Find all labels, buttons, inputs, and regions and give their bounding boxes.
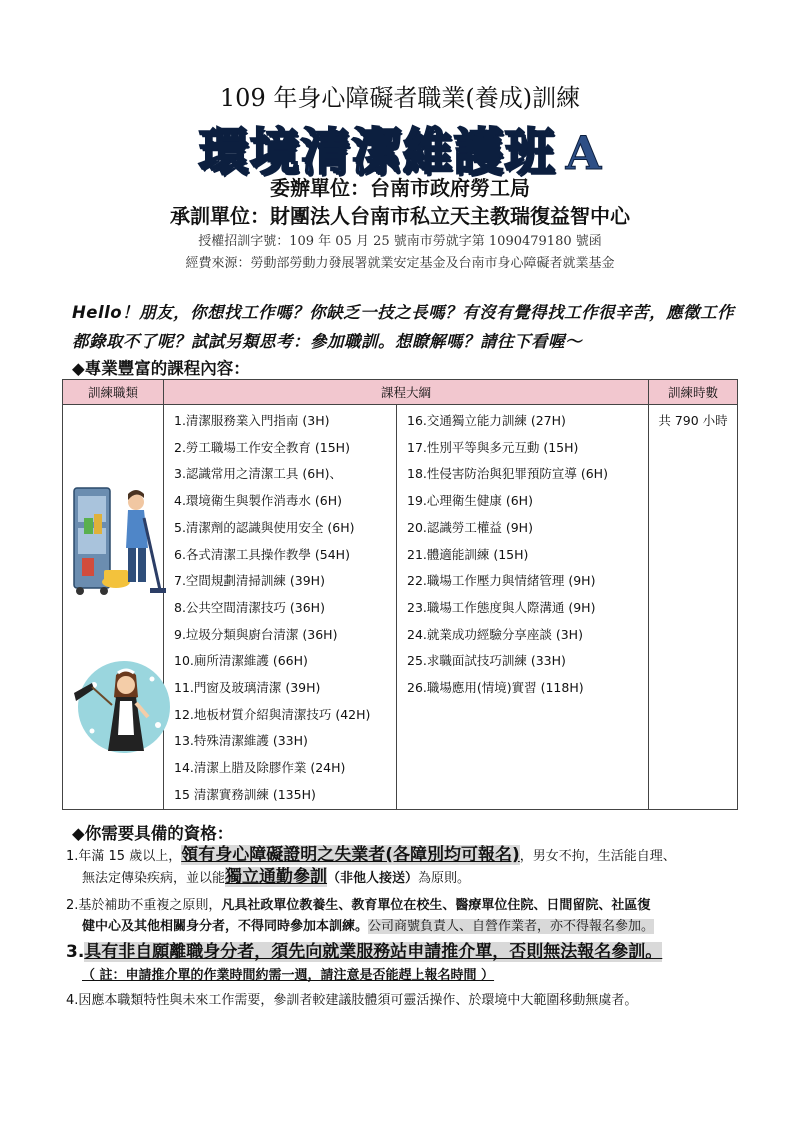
requirement-text: 2.基於補助不重複之原則， bbox=[66, 898, 222, 913]
requirement-bold: 健中心及其他相關身分者，不得同時參加本訓練。 bbox=[82, 919, 369, 934]
list-item: 5.清潔劑的認識與使用安全 (6H) bbox=[174, 519, 355, 535]
list-item: 13.特殊清潔維護 (33H) bbox=[174, 733, 308, 749]
list-item: 12.地板材質介紹與清潔技巧 (42H) bbox=[174, 706, 371, 722]
list-item: 6.各式清潔工具操作教學 (54H) bbox=[174, 546, 350, 562]
requirement-highlight: 具有非自願離職身分者，須先向就業服務站申請推介單，否則無法報名參訓。 bbox=[84, 942, 663, 962]
list-item: 25.求職面試技巧訓練 (33H) bbox=[407, 653, 566, 669]
course-list-left bbox=[164, 405, 397, 810]
requirement-note: （ 註：申請推介單的作業時間約需一週，請注意是否能趕上報名時間 ） bbox=[82, 968, 495, 983]
requirement-3-note bbox=[66, 965, 756, 986]
requirement-bold: 凡具社政單位教養生、教育單位在校生、醫療單位住院、日間留院、社區復 bbox=[221, 898, 651, 913]
list-item: 7.空間規劃清掃訓練 (39H) bbox=[174, 573, 325, 589]
section-courses-heading: ◆專業豐富的課程內容： bbox=[72, 359, 250, 378]
requirement-text: 3. bbox=[66, 942, 85, 962]
requirement-highlight: 公司商號負責人、自營作業者，亦不得報名參加。 bbox=[368, 919, 655, 934]
list-item: 3.認識常用之清潔工具 (6H)、 bbox=[174, 466, 343, 482]
cleaning-worker-illustration bbox=[70, 478, 166, 600]
list-item: 17.性別平等與多元互動 (15H) bbox=[407, 439, 579, 455]
list-item: 18.性侵害防治與犯罪預防宣導 (6H) bbox=[407, 466, 608, 482]
requirement-text: 1.年滿 15 歲以上， bbox=[66, 849, 182, 864]
header-outline: 課程大綱 bbox=[164, 380, 649, 405]
requirement-3 bbox=[66, 939, 756, 965]
requirement-text: 無法定傳染疾病，並以能 bbox=[82, 871, 226, 886]
list-item: 9.垃圾分類與廚台清潔 (36H) bbox=[174, 626, 338, 642]
list-item: 8.公共空間清潔技巧 (36H) bbox=[174, 599, 325, 615]
class-title-suffix: A bbox=[565, 126, 602, 180]
trainer: 承訓單位：財團法人台南市私立天主教瑞復益智中心 bbox=[170, 204, 630, 228]
header-category: 訓練職類 bbox=[63, 380, 164, 405]
list-item: 14.清潔上腊及除膠作業 (24H) bbox=[174, 760, 346, 776]
organizer: 委辦單位：台南市政府勞工局 bbox=[270, 176, 530, 200]
requirement-1-cont bbox=[66, 867, 756, 889]
requirement-text: ，男女不拘，生活能自理、 bbox=[519, 849, 676, 864]
list-item: 19.心理衛生健康 (6H) bbox=[407, 493, 533, 509]
header-hours: 訓練時數 bbox=[649, 380, 738, 405]
course-list-right bbox=[397, 405, 649, 810]
list-item: 24.就業成功經驗分享座談 (3H) bbox=[407, 626, 583, 642]
program-title: 109 年身心障礙者職業(養成)訓練 bbox=[219, 84, 581, 112]
requirements-list bbox=[66, 845, 756, 1011]
requirement-1 bbox=[66, 845, 756, 867]
requirement-text: 為原則。 bbox=[418, 871, 471, 886]
requirement-highlight: 獨立通勤參訓 bbox=[225, 867, 328, 887]
list-item: 26.職場應用(情境)實習 (118H) bbox=[407, 680, 584, 696]
list-item: 11.門窗及玻璃清潔 (39H) bbox=[174, 680, 321, 696]
requirement-2 bbox=[66, 895, 756, 916]
list-item: 23.職場工作態度與人際溝通 (9H) bbox=[407, 599, 596, 615]
list-item: 15 清潔實務訓練 (135H) bbox=[174, 786, 316, 802]
requirement-highlight: 領有身心障礙證明之失業者(各障別均可報名) bbox=[181, 845, 520, 865]
list-item: 1.清潔服務業入門指南 (3H) bbox=[174, 413, 330, 428]
funding-source: 經費來源：勞動部勞動力發展署就業安定基金及台南市身心障礙者就業基金 bbox=[185, 256, 615, 271]
list-item: 10.廁所清潔維護 (66H) bbox=[174, 653, 308, 669]
total-hours: 共 790 小時 bbox=[649, 405, 738, 810]
class-title-main: 環境清潔維護班 bbox=[198, 123, 556, 181]
list-item: 16.交通獨立能力訓練 (27H) bbox=[407, 413, 566, 428]
requirement-4: 4.因應本職類特性與未來工作需要，參訓者較建議肢體須可靈活操作、於環境中大範圍移動無虞者。 bbox=[66, 993, 638, 1008]
list-item: 2.勞工職場工作安全教育 (15H) bbox=[174, 439, 350, 455]
list-item: 4.環境衛生與製作消毒水 (6H) bbox=[174, 493, 343, 509]
section-requirements-heading: ◆你需要具備的資格： bbox=[72, 824, 234, 843]
list-item: 20.認識勞工權益 (9H) bbox=[407, 519, 533, 535]
maid-illustration bbox=[72, 655, 170, 759]
requirement-2-cont bbox=[66, 916, 756, 937]
authorization-number: 授權招訓字號：109 年 05 月 25 號南市勞就字第 1090479180 號函 bbox=[198, 234, 602, 249]
list-item: 22.職場工作壓力與情緒管理 (9H) bbox=[407, 573, 596, 589]
intro-paragraph: Hello！朋友，你想找工作嗎？你缺乏一技之長嗎？有沒有覺得找工作很辛苦，應徵工作都錄取不了呢？試試另類思考：參加職訓。想瞭解嗎？請往下看喔～ bbox=[72, 303, 735, 351]
requirement-note: （非他人接送） bbox=[327, 871, 419, 886]
list-item: 21.體適能訓練 (15H) bbox=[407, 546, 529, 562]
